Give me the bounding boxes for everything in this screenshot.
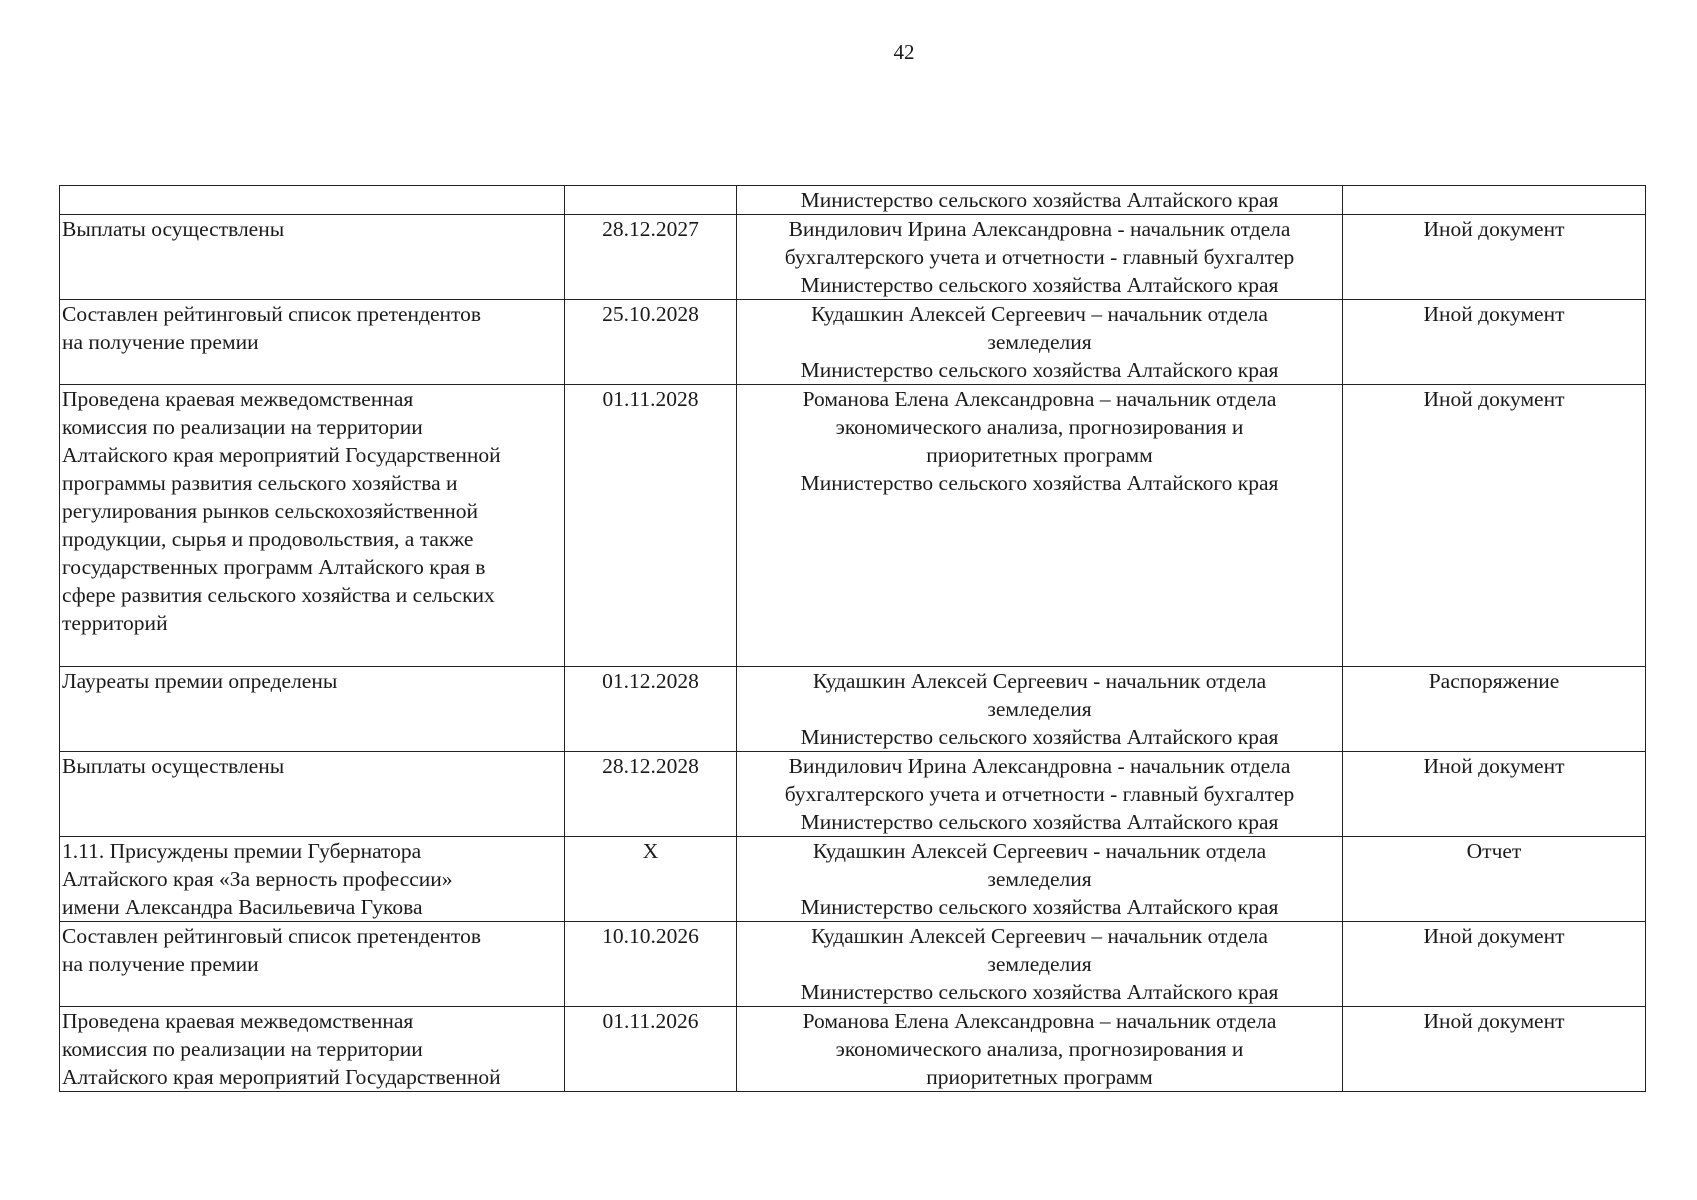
- responsible-line: Кудашкин Алексей Сергеевич - начальник отдела: [812, 839, 1267, 863]
- date-cell: 01.11.2028: [565, 385, 737, 667]
- date-cell: 01.11.2026: [565, 1007, 737, 1092]
- result-cell: [60, 385, 565, 667]
- result-cell: [60, 215, 565, 300]
- responsible-line: Кудашкин Алексей Сергеевич - начальник отдела: [812, 669, 1267, 693]
- responsible-line: земледелия: [987, 697, 1092, 721]
- responsible-line: экономического анализа, прогнозирования и: [835, 415, 1244, 439]
- date-cell: 28.12.2028: [565, 752, 737, 837]
- document-type-cell: Отчет: [1343, 837, 1646, 922]
- result-line: Лауреаты премии определены: [62, 669, 338, 693]
- responsible-line: Министерство сельского хозяйства Алтайского края: [800, 980, 1279, 1004]
- responsible-line: экономического анализа, прогнозирования и: [835, 1037, 1244, 1061]
- responsible-line: земледелия: [987, 952, 1092, 976]
- responsible-line: земледелия: [987, 867, 1092, 891]
- responsible-line: Министерство сельского хозяйства Алтайского края: [800, 358, 1279, 382]
- result-line: Составлен рейтинговый список претендентов: [62, 302, 482, 326]
- responsible-line: приоритетных программ: [926, 1065, 1153, 1089]
- document-type-cell: Иной документ: [1343, 1007, 1646, 1092]
- responsible-line: Министерство сельского хозяйства Алтайского края: [800, 725, 1279, 749]
- table-row: [60, 1007, 1646, 1092]
- result-line: продукции, сырья и продовольствия, а также: [62, 527, 474, 551]
- result-line: на получение премии: [62, 952, 259, 976]
- responsible-line: Министерство сельского хозяйства Алтайского края: [800, 188, 1279, 212]
- date-cell: 10.10.2026: [565, 922, 737, 1007]
- responsible-line: Министерство сельского хозяйства Алтайского края: [800, 273, 1279, 297]
- plan-table: [59, 185, 1646, 1092]
- responsible-line: Романова Елена Александровна – начальник отдела: [802, 387, 1277, 411]
- responsible-cell: [737, 300, 1343, 385]
- result-line: имени Александра Васильевича Гукова: [62, 895, 423, 919]
- document-type-cell: Иной документ: [1343, 385, 1646, 667]
- responsible-cell: [737, 837, 1343, 922]
- result-line: Проведена краевая межведомственная: [62, 1009, 414, 1033]
- result-cell: [60, 837, 565, 922]
- date-cell: 01.12.2028: [565, 667, 737, 752]
- responsible-line: бухгалтерского учета и отчетности - главный бухгалтер: [784, 245, 1295, 269]
- result-cell: [60, 186, 565, 215]
- result-line: на получение премии: [62, 330, 259, 354]
- date-cell: 25.10.2028: [565, 300, 737, 385]
- responsible-line: Виндилович Ирина Александровна - начальник отдела: [788, 217, 1291, 241]
- responsible-line: бухгалтерского учета и отчетности - главный бухгалтер: [784, 782, 1295, 806]
- result-line: Алтайского края «За верность профессии»: [62, 867, 453, 891]
- result-line: программы развития сельского хозяйства и: [62, 471, 458, 495]
- table-row: [60, 385, 1646, 667]
- document-type-cell: Иной документ: [1343, 215, 1646, 300]
- table-row: [60, 186, 1646, 215]
- result-cell: [60, 667, 565, 752]
- result-line: комиссия по реализации на территории: [62, 1037, 423, 1061]
- responsible-line: Кудашкин Алексей Сергеевич – начальник отдела: [811, 302, 1268, 326]
- responsible-line: приоритетных программ: [926, 443, 1153, 467]
- result-line: сфере развития сельского хозяйства и сельских: [62, 583, 495, 607]
- responsible-line: Министерство сельского хозяйства Алтайского края: [800, 471, 1279, 495]
- document-type-cell: Иной документ: [1343, 752, 1646, 837]
- table-row: [60, 667, 1646, 752]
- result-cell: [60, 300, 565, 385]
- responsible-line: Романова Елена Александровна – начальник отдела: [802, 1009, 1277, 1033]
- responsible-cell: [737, 186, 1343, 215]
- responsible-cell: [737, 385, 1343, 667]
- document-type-cell: [1343, 186, 1646, 215]
- table-row: [60, 752, 1646, 837]
- table-row: [60, 300, 1646, 385]
- responsible-cell: [737, 1007, 1343, 1092]
- result-line: государственных программ Алтайского края в: [62, 555, 486, 579]
- result-line: регулирования рынков сельскохозяйственной: [62, 499, 479, 523]
- responsible-cell: [737, 667, 1343, 752]
- page-number: 42: [893, 40, 915, 64]
- result-cell: [60, 752, 565, 837]
- responsible-line: Министерство сельского хозяйства Алтайского края: [800, 810, 1279, 834]
- result-cell: [60, 1007, 565, 1092]
- responsible-cell: [737, 752, 1343, 837]
- date-cell: 28.12.2027: [565, 215, 737, 300]
- responsible-line: Виндилович Ирина Александровна - начальник отдела: [788, 754, 1291, 778]
- result-line: Проведена краевая межведомственная: [62, 387, 414, 411]
- date-cell: X: [565, 837, 737, 922]
- document-type-cell: Иной документ: [1343, 300, 1646, 385]
- result-line: территорий: [62, 611, 168, 635]
- responsible-line: Кудашкин Алексей Сергеевич – начальник отдела: [811, 924, 1268, 948]
- result-line: комиссия по реализации на территории: [62, 415, 423, 439]
- result-line: Алтайского края мероприятий Государственной: [62, 1065, 501, 1089]
- table-row: [60, 837, 1646, 922]
- result-line: Выплаты осуществлены: [62, 754, 285, 778]
- document-type-cell: Иной документ: [1343, 922, 1646, 1007]
- result-line: Составлен рейтинговый список претендентов: [62, 924, 482, 948]
- result-line: Алтайского края мероприятий Государственной: [62, 443, 501, 467]
- table-row: [60, 922, 1646, 1007]
- document-type-cell: Распоряжение: [1343, 667, 1646, 752]
- responsible-cell: [737, 215, 1343, 300]
- result-cell: [60, 922, 565, 1007]
- result-line: 1.11. Присуждены премии Губернатора: [62, 839, 422, 863]
- date-cell: [565, 186, 737, 215]
- responsible-line: земледелия: [987, 330, 1092, 354]
- table-row: [60, 215, 1646, 300]
- responsible-line: Министерство сельского хозяйства Алтайского края: [800, 895, 1279, 919]
- result-line: Выплаты осуществлены: [62, 217, 285, 241]
- responsible-cell: [737, 922, 1343, 1007]
